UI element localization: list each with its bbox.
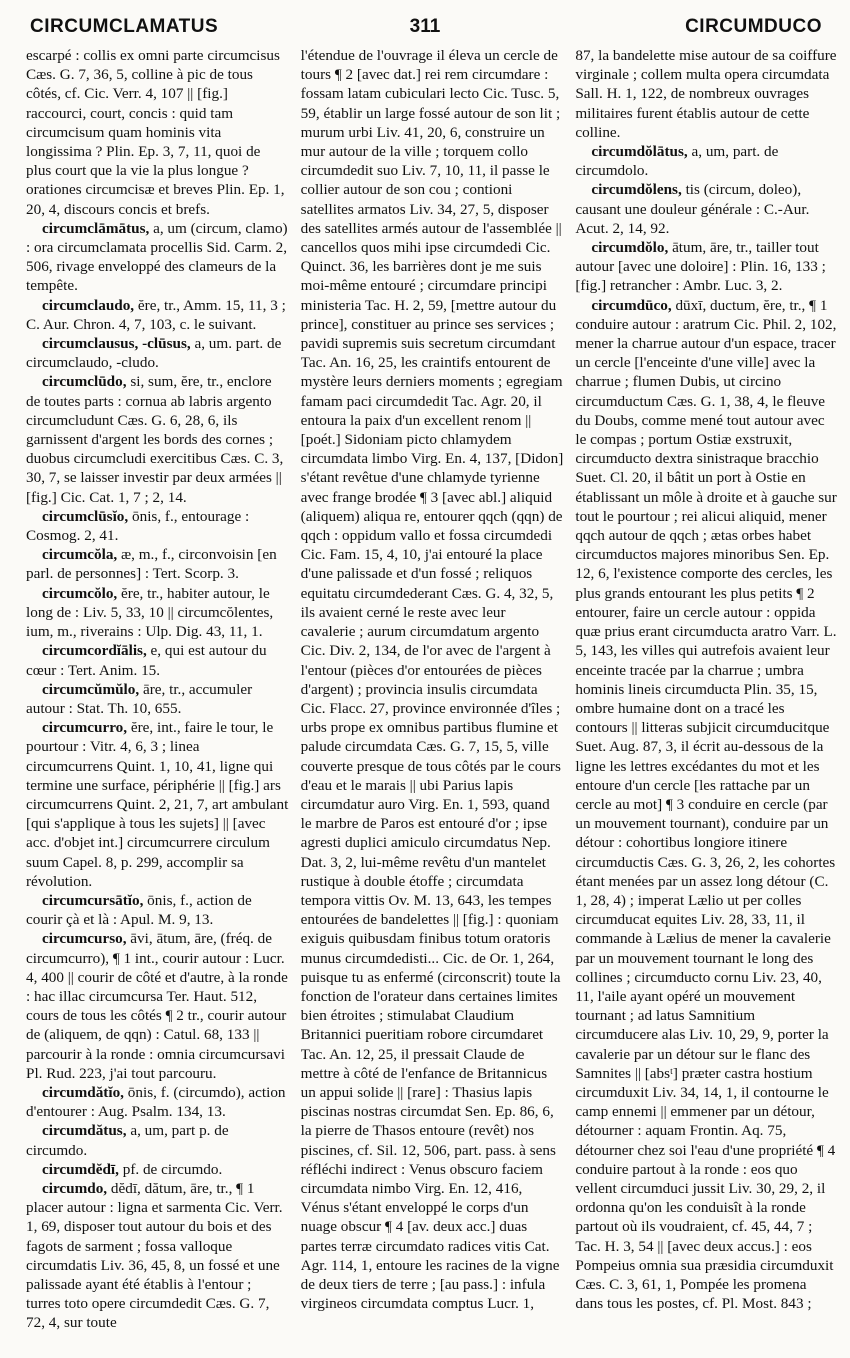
dictionary-entry xyxy=(575,180,838,238)
dictionary-entry xyxy=(26,929,289,1083)
entry-headword: circumdătĭo, xyxy=(42,1083,124,1101)
entry-headword: circumclausus, -clūsus, xyxy=(42,335,191,353)
entry-headword: circumclūsĭo, xyxy=(42,507,129,525)
dictionary-entry xyxy=(26,507,289,545)
entry-headword: circumdo, xyxy=(42,1179,108,1197)
entry-text: ōnis, f. (circumdo), action d'entourer : Aug. Psalm. 134, 13. xyxy=(26,1083,286,1121)
dictionary-entry xyxy=(26,584,289,642)
dictionary-entry xyxy=(575,142,838,180)
entry-text: a, um, part. de circumdolo. xyxy=(575,143,779,180)
entry-text: si, sum, ĕre, tr., enclore de toutes parts : cornua ab labris argento circumcludunt Cæs. G. 6, 28, 6, ils garnissent d'argent les bords des cornes ; duobus circumcludi exercitibus Cæs. C. 3, 30, 7, se laisser investir par deux armées || [fig.] Cic. Cat. 1, 7 ; 2, 14. xyxy=(26,373,284,506)
dictionary-entry xyxy=(26,219,289,296)
column-left xyxy=(26,46,289,1346)
dictionary-entry xyxy=(26,1160,289,1179)
page-number: 311 xyxy=(409,16,441,37)
dictionary-entry xyxy=(26,1179,289,1333)
dictionary-entry xyxy=(26,1083,289,1121)
entry-text: æ, m., f., circonvoisin [en parl. de personnes] : Tert. Scorp. 3. xyxy=(26,546,277,583)
column-right xyxy=(575,46,838,1346)
entry-headword: circumdŏlātus, xyxy=(591,143,688,161)
entry-text: pf. de circumdo. xyxy=(118,1160,223,1178)
entry-text: tis (circum, doleo), causant une douleur générale : C.-Aur. Acut. 2, 14, 92. xyxy=(575,181,810,237)
entry-text: escarpé : collis ex omni parte circumcisus Cæs. G. 7, 36, 5, colline à pic de tous côtés, cf. Cic. Verr. 4, 107 || [fig.] raccourci, court, concis : quid tam circumcisum quam hominis vita longissima ? Plin. Ep. 3, 7, 11, quoi de plus court que la vie la plus longue ? orationes circumcisæ et breves Plin. Ep. 1, 20, 4, discours concis et brefs. xyxy=(26,47,285,218)
entry-headword: circumdĕdī, xyxy=(42,1160,119,1178)
entry-text: dūxī, ductum, ĕre, tr., ¶ 1 conduire autour : aratrum Cic. Phil. 2, 102, mener la charrue autour d'un espace, tracer un cercle [l'enceinte d'une ville] avec la charrue ; flumen Dubis, ut circino circumductum Cæs. G. 1, 38, 4, le fleuve du Doubs, comme mené tout autour avec le compas ; portum Ostiæ exstruxit, circumducto dextra sinistraque bracchio Suet. Cl. 20, il bâtit un port à Ostie en établissant un môle à droite et à gauche sur tout le pourtour ; rei alicui aliquid, mener qqch autour de qqch ; ætas orbes habet circumductos majores minoribus Sen. Ep. 12, 6, l'existence comporte des cercles, les plus grands entourant les plus petits ¶ 2 entourer, faire un cercle autour : oppida quæ prius erant circumducta aratro Varr. L. 5, 143, les villes qui autrefois avaient leur enceinte tracée par la charrue ; umbra hominis lineis circumducta Plin. 35, 15, ombre humaine dont on a tracé les contours || litteras subjicit circumducitque Suet. Aug. 87, 3, il écrit au-dessous de la ligne les lettres excédantes du mot et les entoure d'un cercle [les rattache par un cercle au mot] ¶ 3 conduire en cercle (par un mouvement tournant), conduire par un détour : cohortibus longiore itinere circumductis Cæs. G. 3, 26, 2, les cohortes étant menées par un assez long détour (C. 1, 28, 4) ; imperat Lælio ut per colles circumducat equites Liv. 28, 33, 11, il commande à Lælius de mener la cavalerie par un mouvement tournant le long des collines ; circumducto cornu Liv. 23, 40, 11, l'aile ayant opéré un mouvement tournant ; ad latus Samnitium circumducere alas Liv. 10, 29, 9, porter la cavalerie par un détour sur le flanc des Samnites || [absᵗ] præter castra hostium circumduxit Liv. 34, 14, 1, il contourne le camp ennemi || emmener par un détour, détourner : aquam Frontin. Aq. 75, détourner chez soi l'eau d'une propriété ¶ 4 conduire partout à la ronde : eos quo vellent circumduci jussit Liv. 30, 29, 2, il ordonna qu'on les conduisît à la ronde partout où ils voudraient, cf. 45, 44, 7 ; Tac. H. 3, 54 || [avec deux accus.] : eos Pompeius omnia sua præsidia circumduxit Cæs. C. 3, 61, 1, Pompée les promena dans tous les postes, cf. Pl. Most. 843 ; xyxy=(575,296,837,1313)
dictionary-entry xyxy=(26,641,289,679)
page-header xyxy=(22,10,828,44)
entry-text: a, um, part p. de circumdo. xyxy=(26,1122,229,1159)
column-middle xyxy=(301,46,564,1346)
entry-headword: circumcŭmŭlo, xyxy=(42,680,140,698)
entry-text: ĕre, tr., habiter autour, le long de : Liv. 5, 33, 10 || circumcŏlentes, ium, m., riverains : Ulp. Dig. 43, 11, 1. xyxy=(26,584,274,641)
entry-headword: circumclūdo, xyxy=(42,373,127,391)
entry-text: ātum, āre, tr., tailler tout autour [avec une doloire] : Plin. 16, 133 ; [fig.] retrancher : Ambr. Luc. 3, 2. xyxy=(575,239,826,295)
entry-text: a, um. part. de circumclaudo, -cludo. xyxy=(26,335,282,372)
entry-headword: circumdŏlo, xyxy=(591,239,669,257)
entry-text: ōnis, f., action de courir çà et là : Apul. M. 9, 13. xyxy=(26,891,252,929)
entry-headword: circumcurso, xyxy=(42,930,127,948)
entry-headword: circumclaudo, xyxy=(42,296,135,314)
entry-text: e, qui est autour du cœur : Tert. Anim. 15. xyxy=(26,642,267,679)
dictionary-entry xyxy=(26,334,289,372)
dictionary-entry xyxy=(26,372,289,506)
entry-continuation xyxy=(301,46,564,1313)
entry-headword: circumclāmātus, xyxy=(42,219,150,237)
entry-text: ĕre, int., faire le tour, le pourtour : Vitr. 4, 6, 3 ; linea circumcurrens Quint. 1, 10, 41, ligne qui termine une surface, périphérie || [fig.] ars circumcurrens Quint. 2, 21, 7, art ambulant [qui s'applique à tous les sujets] || [avec acc. d'objet int.] circumcurrere circulum suum Capel. 8, p. 299, accomplir sa révolution. xyxy=(26,719,289,890)
entry-text: a, um (circum, clamo) : ora circumclamata procellis Sid. Carm. 2, 506, rivage enveloppé des clameurs de la tempête. xyxy=(26,219,288,295)
entry-headword: circumcordĭālis, xyxy=(42,642,147,660)
left-running-headword: CIRCUMCLAMATUS xyxy=(30,16,219,37)
entry-text: āre, tr., accumuler autour : Stat. Th. 10, 655. xyxy=(26,680,253,717)
dictionary-entry xyxy=(26,296,289,334)
entry-headword: circumdŏlens, xyxy=(591,181,682,199)
entry-text: 87, la bandelette mise autour de sa coiffure virginale ; collem multa opera circumdata Sall. H. 1, 122, de nombreux ouvrages militaires furent établis autour de cette colline. xyxy=(575,47,837,141)
text-columns xyxy=(26,46,838,1346)
dictionary-entry xyxy=(26,1121,289,1159)
dictionary-entry xyxy=(575,296,838,1314)
dictionary-entry xyxy=(26,680,289,718)
dictionary-entry xyxy=(26,718,289,891)
entry-text: ōnis, f., entourage : Cosmog. 2, 41. xyxy=(26,507,250,545)
entry-headword: circumdătus, xyxy=(42,1122,127,1140)
right-running-headword: CIRCUMDUCO xyxy=(685,16,822,37)
entry-continuation xyxy=(575,46,838,142)
entry-headword: circumcŏlo, xyxy=(42,584,118,602)
entry-text: dĕdī, dătum, āre, tr., ¶ 1 placer autour : ligna et sarmenta Cic. Verr. 1, 69, disposer tout autour du bois et des fagots de sarment ; fossa valloque circumdatis Liv. 36, 45, 8, un fossé et une palissade ayant été établis à l'entour ; turres toto opere circumdedit Cæs. G. 7, 72, 4, sur toute xyxy=(26,1179,283,1332)
entry-headword: circumcurro, xyxy=(42,719,128,737)
entry-text: ĕre, tr., Amm. 15, 11, 3 ; C. Aur. Chron. 4, 7, 103, c. le suivant. xyxy=(26,296,286,333)
dictionary-entry xyxy=(575,238,838,296)
entry-text: l'étendue de l'ouvrage il éleva un cercle de tours ¶ 2 [avec dat.] rei rem circumdare : fossam latam cubiculari lecto Cic. Tusc. 5, 59, établir un large fossé autour de son lit ; murum urbi Liv. 41, 20, 6, construire un mur autour de la ville ; torquem collo circumdedit suo Liv. 7, 10, 11, il passe le collier autour de son cou ; contioni satellites armatos Liv. 34, 27, 5, disposer des satellites armés autour de l'assemblée || cancellos quos mihi ipse circumdedi Cic. Quinct. 36, les barrières dont je me suis moi-même entouré ; circumdare principi ministeria Tac. H. 2, 59, [mettre autour du prince], constituer au prince ses services ; pavidi supremis suis secretum circumdant Tac. An. 16, 25, les craintifs entourent de mystère leurs derniers moments ; egregiam famam paci circumdedit Tac. Agr. 20, il entoura la paix d'un excellent renom || [poét.] Sidoniam picto chlamydem circumdata limbo Virg. En. 4, 137, [Didon] s'étant revêtue d'une chlamyde tyrienne avec frange brodée ¶ 3 [avec abl.] aliquid (aliquem) aliqua re, entourer qqch (qqn) de qqch : oppidum vallo et fossa circumdedi Cic. Fam. 15, 4, 10, j'ai entouré la place d'une palissade et d'un fossé ; reliquos equitatu circumdederant Cæs. G. 4, 32, 5, ils avaient cerné le reste avec leur cavalerie ; aurum circumdatum argento Cic. Div. 2, 134, de l'or avec de l'argent à l'entour (pièces d'or entourées de pièces d'argent) ; provincia insulis circumdata Cic. Flacc. 27, province environnée d'îles ; urbs prope ex omnibus partibus flumine et palude circumdata Cæs. G. 7, 15, 5, ville couverte presque de tous côtés par le cours d'eau et le marais || ubi Parius lapis circumdatur auro Virg. En. 1, 593, quand le marbre de Paros est entouré d'or ; ipse agresti duplici amiculo circumdatus Nep. Dat. 3, 2, lui-même revêtu d'un mantelet rustique à double étoffe ; circumdata tempora vittis Ov. M. 13, 643, les tempes entourées de bandelettes || [fig.] : quoniam exiguis quibusdam finibus totum oratoris munus circumdedisti... Cic. de Or. 1, 264, puisque tu as enfermé (circonscrit) toute la fonction de l'orateur dans certaines limites bien étroites ; stimulabat Claudium Britannici pueritiam robore circumdaret Tac. An. 12, 25, il pressait Claude de mettre à côté de l'enfance de Britannicus un appui solide || [rare] : Thasius lapis piscinas nostras circumdat Sen. Ep. 86, 6, la pierre de Thasos entoure (revêt) nos piscines, cf. Sil. 12, 506, part. pass. à sens réfléchi indirect : Venus obscuro faciem circumdata nimbo Virg. En. 12, 416, Vénus s'étant enveloppé le corps d'un nuage obscur ¶ 4 [av. deux acc.] duas partes terræ circumdato radices vitis Cat. Agr. 114, 1, entoure les racines de la vigne de deux tiers de terre ; [au pass.] : infula virgineos circumdata comptus Lucr. 1, xyxy=(300,47,564,1313)
entry-headword: circumcŏla, xyxy=(42,546,118,564)
entry-headword: circumdūco, xyxy=(591,296,672,314)
dictionary-entry xyxy=(26,891,289,929)
entry-text: āvi, ātum, āre, (fréq. de circumcurro), ¶ 1 int., courir autour : Lucr. 4, 400 || courir de côté et d'autre, à la ronde : hac illac circumcursa Ter. Haut. 512, cours de tous les côtés ¶ 2 tr., courir autour de (aliquem, de qqn) : Catul. 68, 133 || parcourir à la ronde : omnia circumcursavi Pl. Rud. 223, j'ai tout parcouru. xyxy=(26,930,288,1082)
entry-continuation xyxy=(26,46,289,219)
dictionary-entry xyxy=(26,545,289,583)
entry-headword: circumcursātĭo, xyxy=(42,891,144,909)
